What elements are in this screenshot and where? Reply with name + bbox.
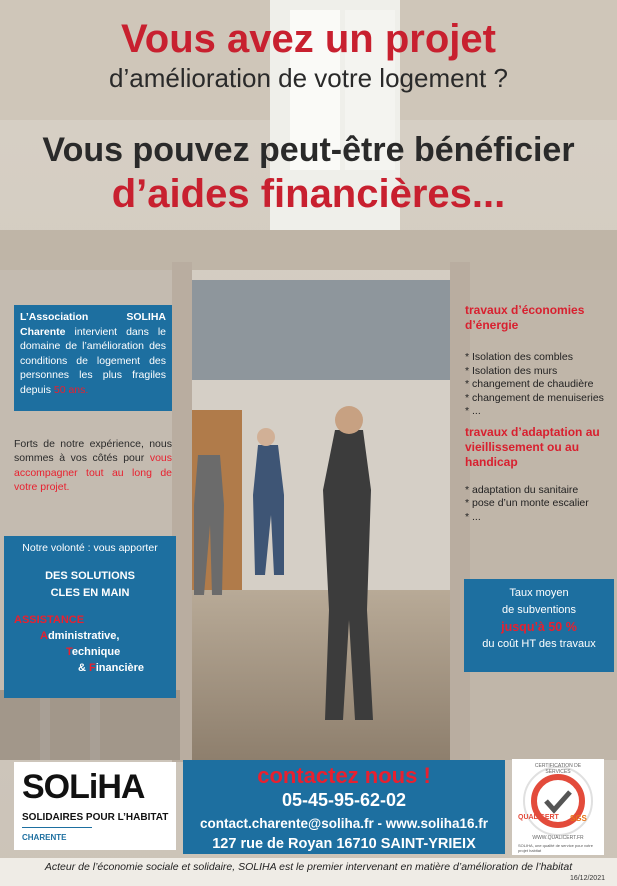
soliha-divider [22, 827, 92, 828]
assistance-label: ASSISTANCE [14, 614, 85, 626]
eco-title: travaux d’économies d’énergie [465, 303, 585, 332]
subsidy-percentage: jusqu’à 50 % [501, 620, 577, 634]
qualicert-ring-text: CERTIFICATION DE SERVICES [534, 763, 582, 775]
qualicert-small-text: SOLIHA, une qualité de service pour votre projet habitat [518, 843, 593, 853]
experience-text [14, 437, 172, 494]
eco-list-item: * Isolation des combles [465, 351, 573, 363]
subsidy-line-1: Taux moyen [509, 587, 569, 599]
association-text: intervient dans le domaine de l’amélioration des conditions de logement des personnes les plus fragiles depuis [20, 325, 166, 396]
adapt-list-item: * ... [465, 510, 481, 523]
fin-rest: inancière [95, 662, 145, 674]
solutions-line-1: DES SOLUTIONS [45, 570, 135, 582]
qualicert-name: QUALICERT [518, 814, 559, 821]
association-box [14, 305, 172, 411]
adapt-title: travaux d’adaptation au vieillissement ou au handicap [465, 424, 600, 469]
soliha-brand: SOLiHA [22, 768, 145, 806]
assistance-block [10, 612, 170, 676]
volonte-box [4, 536, 176, 698]
contact-address: 127 rue de Royan 16710 SAINT-YRIEIX [212, 836, 476, 852]
sgs-label: SGS [570, 814, 587, 823]
subsidy-line-4: du coût HT des travaux [482, 638, 596, 650]
solutions-line-2: CLES EN MAIN [50, 587, 130, 599]
contact-box [183, 760, 505, 854]
assistance-fin [10, 660, 170, 676]
qualicert-url[interactable]: WWW.QUALICERT.FR [532, 835, 584, 841]
soliha-logo [14, 762, 176, 850]
adapt-list-item: * adaptation du sanitaire [465, 483, 579, 496]
experience-text-b: vous accompagner tout au long de votre projet. [14, 452, 172, 493]
eco-list-item: * changement de menuiseries [465, 391, 604, 404]
headline-improvement: d’amélioration de votre logement ? [109, 63, 508, 93]
assistance-tech [10, 644, 170, 660]
eco-list-item: * Isolation des murs [465, 364, 558, 377]
adapt-items [465, 484, 615, 525]
subsidy-box [464, 579, 614, 672]
tech-initial: T [66, 646, 72, 658]
association-years: 50 ans. [53, 383, 89, 396]
volonte-intro: Notre volonté : vous apporter [22, 542, 158, 554]
footer [0, 858, 617, 886]
soliha-tagline: SOLIDAIRES POUR L’HABITAT [22, 812, 169, 823]
admin-rest: dministrative, [47, 630, 120, 642]
fin-initial: F [89, 662, 96, 674]
contact-title: contactez nous ! [257, 763, 431, 788]
contact-phone[interactable]: 05-45-95-62-02 [281, 790, 407, 810]
experience-text-a: Forts de notre expérience, nous sommes à vos côtés pour [14, 438, 172, 465]
eco-list-item: * ... [465, 405, 481, 417]
headline-benefit: Vous pouvez peut-être bénéficier [42, 131, 575, 169]
footer-text: Acteur de l’économie sociale et solidaire, SOLIHA est le premier intervenant en matière d’amélioration de l’habitat [44, 861, 573, 873]
footer-date: 16/12/2021 [569, 875, 605, 882]
adapt-list-item: * pose d’un monte escalier [465, 497, 589, 509]
travaux-list [465, 303, 615, 524]
contact-email-web[interactable]: contact.charente@soliha.fr - www.soliha16.fr [200, 816, 488, 831]
eco-list-item: * changement de chaudière [465, 378, 594, 390]
solutions-block [10, 568, 170, 602]
association-name: L’Association SOLIHA Charente [20, 311, 166, 338]
subsidy-line-2: de subventions [502, 604, 576, 616]
tech-rest: echnique [71, 646, 121, 658]
headline-project: Vous avez un projet [121, 17, 496, 61]
headline-financial-aid: d’aides financières... [111, 172, 506, 216]
admin-initial: A [40, 630, 48, 642]
soliha-region: CHARENTE [22, 833, 67, 842]
assistance-admin [10, 628, 170, 644]
qualicert-logo [512, 759, 604, 855]
fin-amp: & [78, 662, 89, 674]
eco-items [465, 351, 615, 419]
